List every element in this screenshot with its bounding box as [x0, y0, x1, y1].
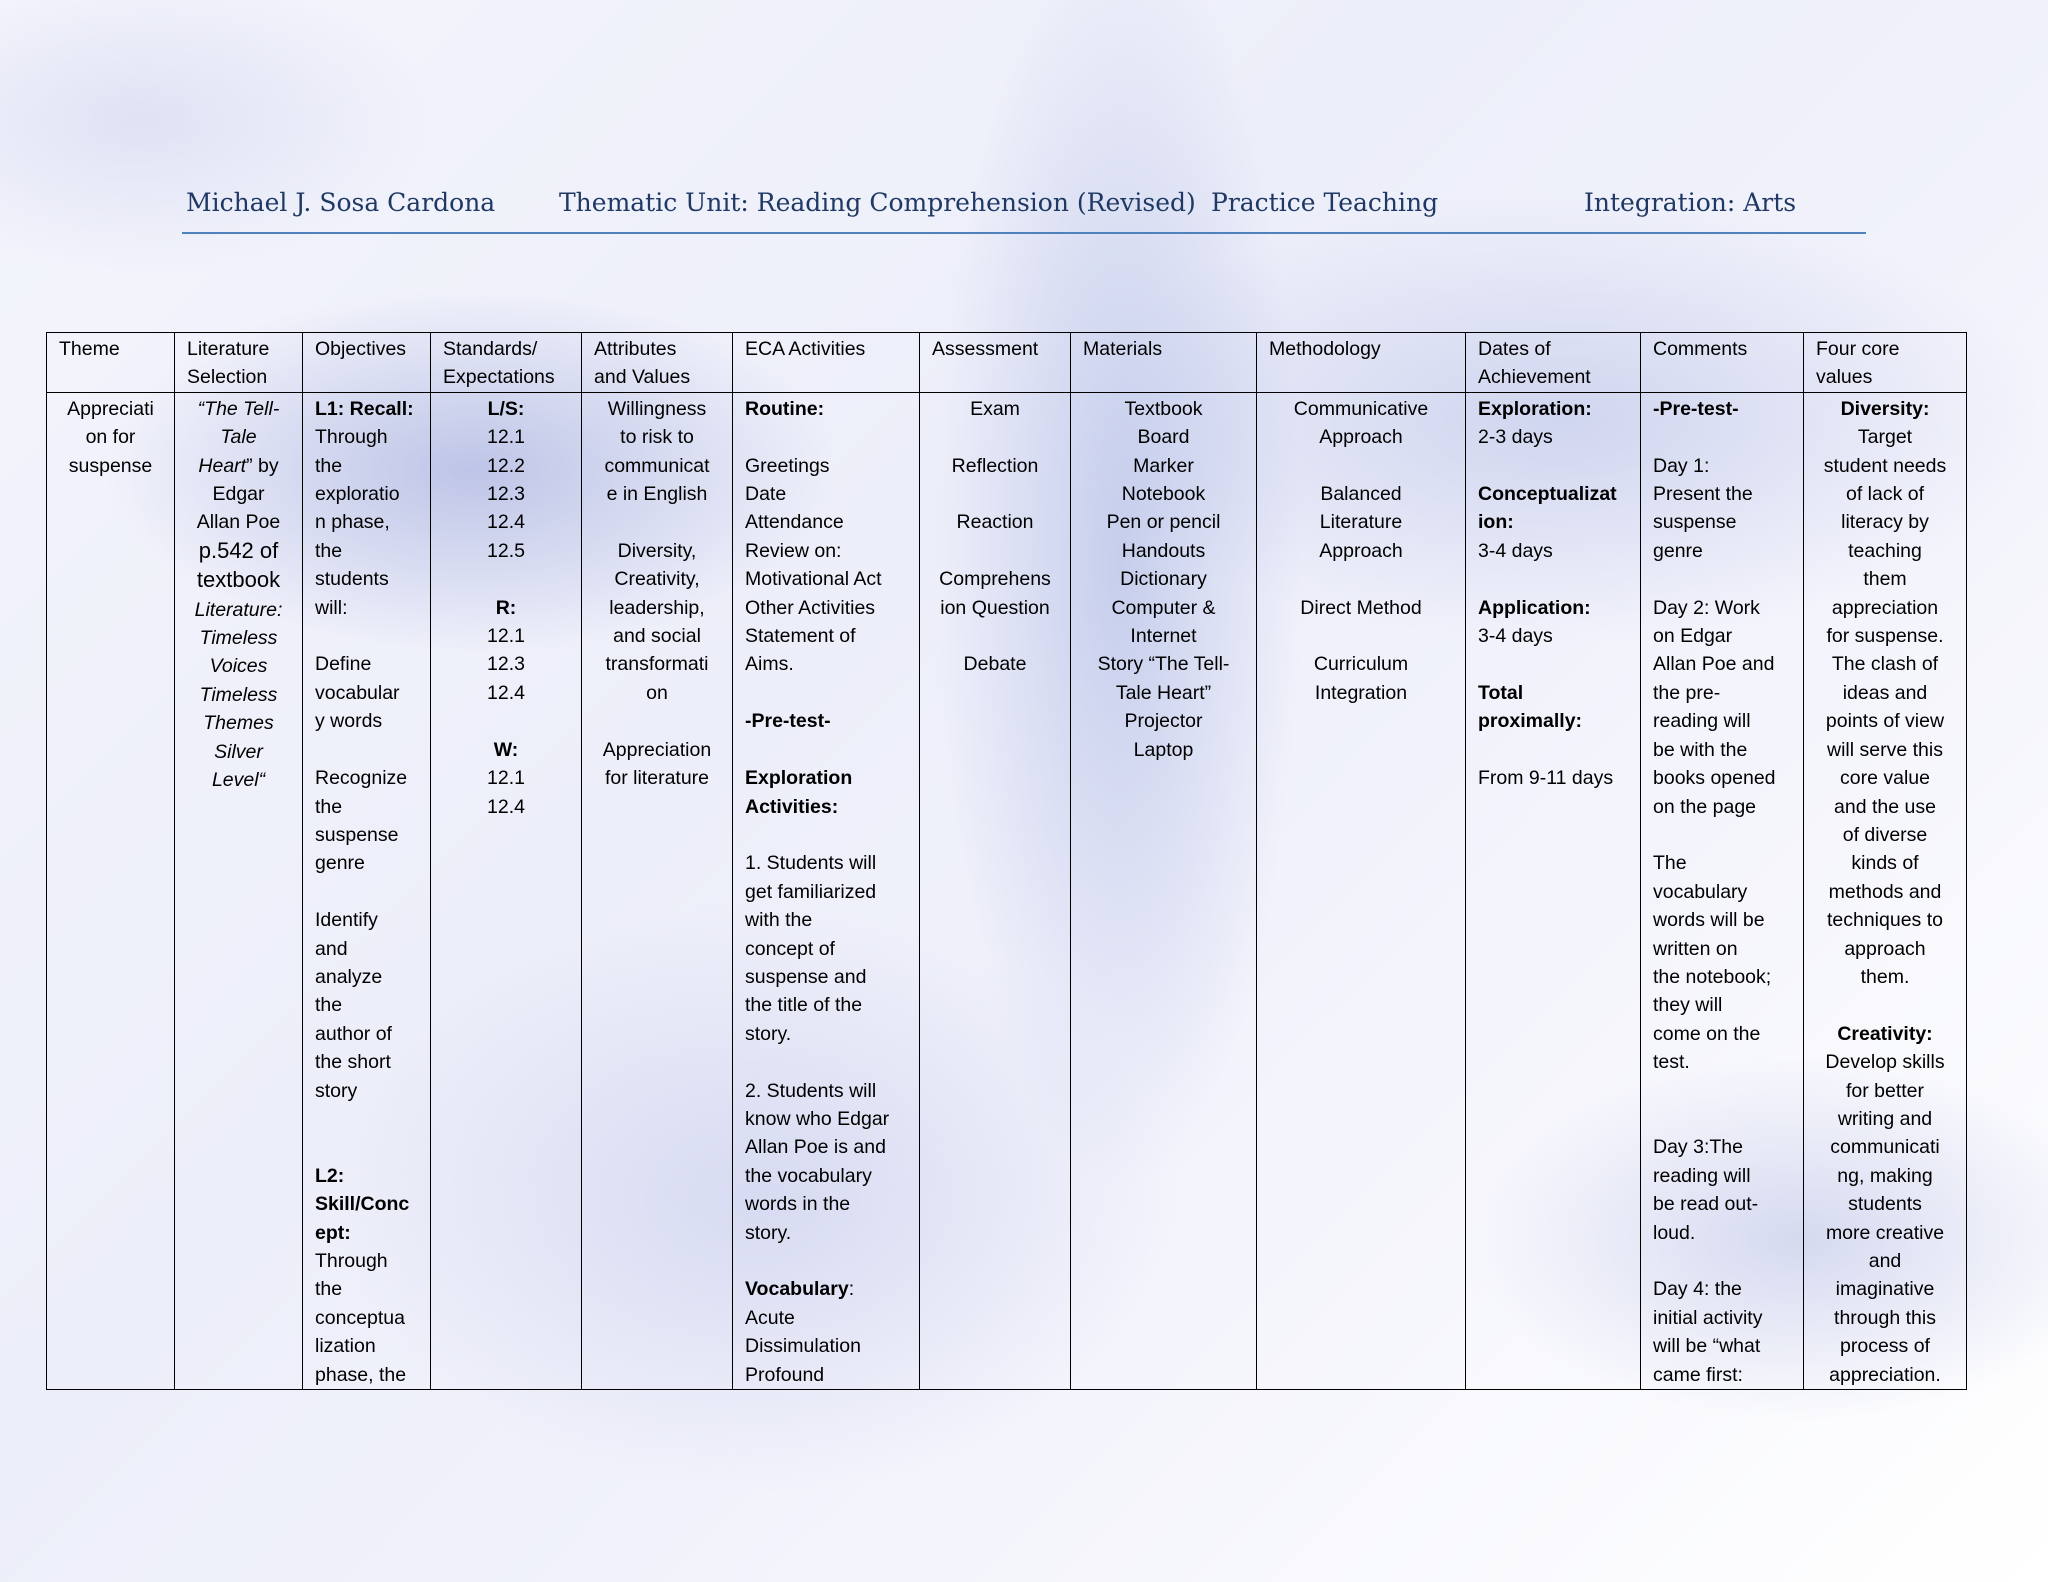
attributes-cell: Willingness to risk to communicat e in English Diversity, Creativity, leadership, and social transformati on Appreciation for literature [582, 392, 733, 1389]
materials-cell: Textbook Board Marker Notebook Pen or pencil Handouts Dictionary Computer & Internet Story “The Tell- Tale Heart” Projector Laptop [1071, 392, 1257, 1389]
exploration-label: Exploration: [1478, 397, 1592, 420]
closing-quote: “ [258, 769, 266, 792]
standards-ls-label: L/S: [487, 397, 525, 420]
objective-l1-text: Through the exploratio n phase, the students will: Define vocabular y words Recognize the suspense genre Identify and analyze the author of the short story [315, 426, 408, 1102]
core-values-cell [1804, 392, 1967, 1389]
column-header-standards: Standards/ Expectations [431, 333, 582, 393]
routine-label: Routine: [745, 397, 825, 420]
creativity-label: Creativity: [1837, 1022, 1933, 1045]
column-header-eca: ECA Activities [733, 333, 920, 393]
column-header-theme: Theme [47, 333, 175, 393]
diversity-text: Target student needs of lack of literacy by teaching them appreciation for suspense. The clash of ideas and points of view will serve this core value and the use of diverse kinds of methods and techniques to approach them. [1823, 426, 1947, 988]
methodology-cell: Communicative Approach Balanced Literature Approach Direct Method Curriculum Integration [1257, 392, 1466, 1389]
column-header-attributes: Attributes and Values [582, 333, 733, 393]
vocabulary-words: Acute Dissimulation Profound [745, 1306, 861, 1386]
standards-w-label: W: [493, 738, 519, 761]
textbook-page: p.542 of textbook [196, 537, 281, 593]
theme-cell: Appreciati on for suspense [47, 392, 175, 1389]
literature-cell [175, 392, 303, 1389]
pretest-label: -Pre-test- [745, 710, 831, 733]
column-header-methodology: Methodology [1257, 333, 1466, 393]
integration-label: Integration: Arts [1584, 188, 1797, 217]
application-label: Application: [1478, 596, 1591, 619]
total-label: Total proximally: [1478, 681, 1583, 733]
standards-w-values: 12.1 12.4 [487, 767, 525, 818]
table-header-row [47, 333, 1967, 393]
activity-2: 2. Students will know who Edgar Allan Poe is and the vocabulary words in the story. [745, 1079, 890, 1244]
exploration-value: 2-3 days [1478, 426, 1553, 449]
story-author: ” by Edgar Allan Poe [196, 454, 281, 534]
objectives-cell [303, 392, 431, 1389]
column-header-dates: Dates of Achievement [1466, 333, 1641, 393]
routine-items: Greetings Date Attendance Review on: Motivational Act Other Activities Statement of Aims. [745, 454, 882, 676]
conceptualization-label: Conceptualizat ion: [1478, 483, 1617, 534]
objective-l2-text: Through the conceptua lization phase, the [315, 1250, 407, 1386]
standards-cell [431, 392, 582, 1389]
column-header-objectives: Objectives [303, 333, 431, 393]
practice-teaching-label: Practice Teaching [1211, 188, 1439, 217]
comments-text: Day 1: Present the suspense genre Day 2: Work on Edgar Allan Poe and the pre- reading will be with the books opened on the page The vocabulary words will be written on the notebook; they will come on the test. Day 3:The reading will be read out- loud. Day 4: the initial activity will be “what came first: [1653, 454, 1776, 1386]
comments-cell [1641, 392, 1804, 1389]
thematic-unit-title: Thematic Unit: Reading Comprehension (Revised) [559, 188, 1196, 217]
objective-l1-label: L1: Recall: [315, 397, 414, 420]
document-header [182, 186, 1866, 234]
column-header-literature: Literature Selection [175, 333, 303, 393]
exploration-activities-label: Exploration Activities: [745, 767, 853, 818]
vocabulary-label: Vocabulary [745, 1278, 849, 1301]
vocabulary-colon: : [848, 1278, 855, 1301]
column-header-assessment: Assessment [920, 333, 1071, 393]
standards-r-label: R: [495, 596, 517, 619]
author-name: Michael J. Sosa Cardona [186, 188, 496, 217]
standards-r-values: 12.1 12.3 12.4 [487, 625, 525, 704]
creativity-text: Develop skills for better writing and communicati ng, making students more creative and imaginative through this process of appreciation. [1825, 1051, 1945, 1386]
column-header-core-values: Four core values [1804, 333, 1967, 393]
diversity-label: Diversity: [1840, 397, 1930, 420]
activity-1: 1. Students will get familiarized with the concept of suspense and the title of the story. [745, 852, 877, 1045]
objective-l2-label: L2: Skill/Conc ept: [315, 1164, 410, 1244]
application-value: 3-4 days [1478, 625, 1553, 648]
column-header-materials: Materials [1071, 333, 1257, 393]
story-title: “The Tell- Tale Heart [197, 397, 280, 477]
standards-ls-values: 12.1 12.2 12.3 12.4 12.5 [487, 426, 525, 562]
conceptualization-value: 3-4 days [1478, 539, 1553, 562]
dates-cell [1466, 392, 1641, 1389]
total-value: From 9-11 days [1478, 767, 1614, 790]
assessment-cell: Exam Reflection Reaction Comprehens ion Question Debate [920, 392, 1071, 1389]
comments-pretest-label: -Pre-test- [1653, 397, 1739, 420]
column-header-comments: Comments [1641, 333, 1804, 393]
textbook-title: Literature: Timeless Voices Timeless Themes Silver Level [194, 598, 283, 792]
eca-activities-cell [733, 392, 920, 1389]
table-row [47, 392, 1967, 1389]
lesson-plan-table [46, 332, 1967, 1390]
